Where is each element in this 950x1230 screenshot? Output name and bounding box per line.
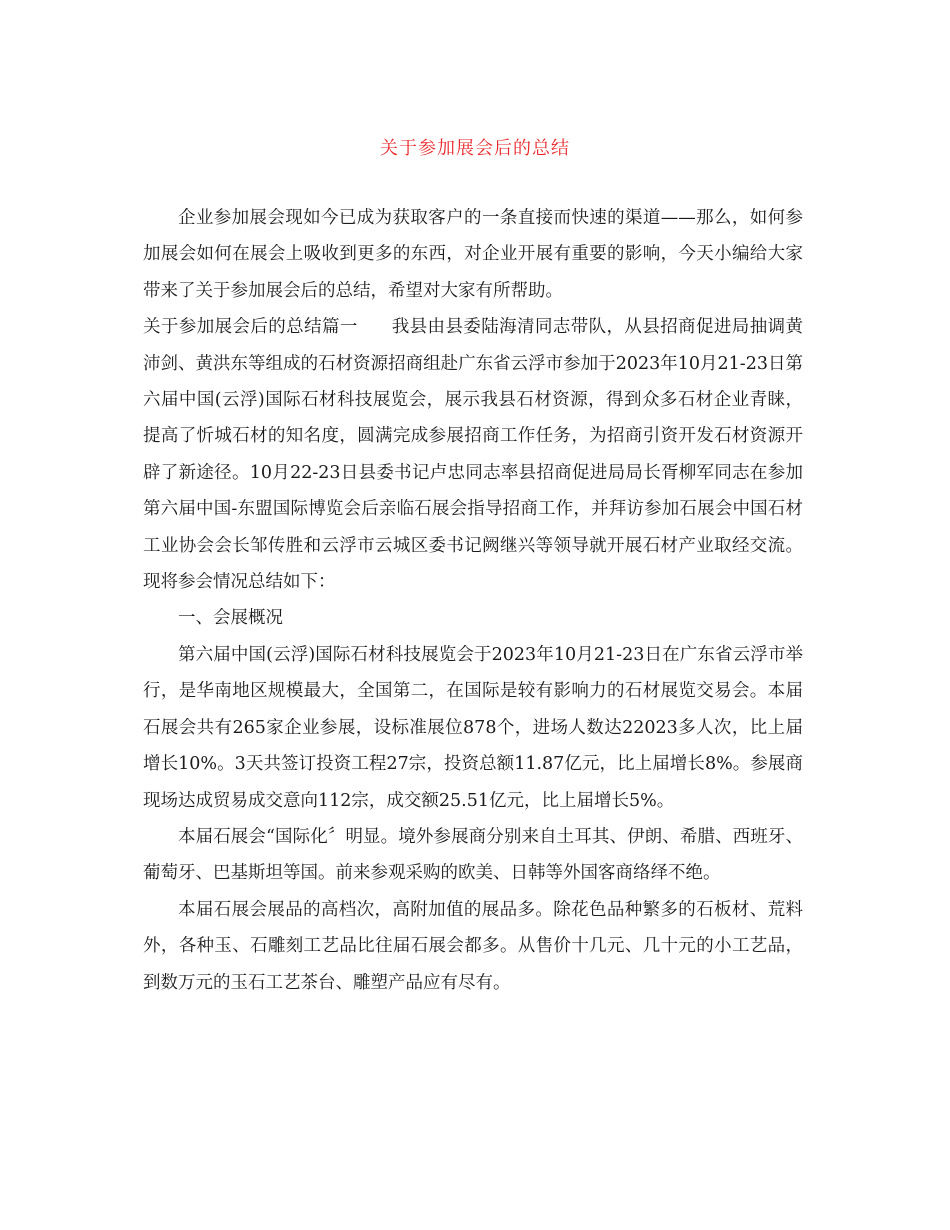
overview-paragraph: 第六届中国(云浮)国际石材科技展览会于2023年10月21-23日在广东省云浮市举行，是华南地区规模最大，全国第二，在国际是较有影响力的石材展览交易会。本届石展会共有265家企业参展，设标准展位878个，进场人数达22023多人次，比上届增长10%。3天共签订投资工程27宗，投资总额11.87亿元，比上届增长8%。参展商现场达成贸易成交意向112宗，成交额25.51亿元，比上届增长5%。 (143, 644, 803, 811)
exhibits-paragraph: 本届石展会展品的高档次，高附加值的展品多。除花色品种繁多的石板材、荒料外，各种玉、石雕刻工艺品比往届石展会都多。从售价十几元、几十元的小工艺品，到数万元的玉石工艺茶台、雕塑产品应有尽有。 (143, 899, 803, 993)
section-paragraph (143, 309, 803, 600)
document-body (143, 200, 803, 1001)
section-label: 关于参加展会后的总结篇一 (143, 317, 358, 338)
document-title: 关于参加展会后的总结 (380, 138, 570, 159)
intro-paragraph: 企业参加展会现如今已成为获取客户的一条直接而快速的渠道——那么，如何参加展会如何在展会上吸收到更多的东西，对企业开展有重要的影响，今天小编给大家带来了关于参加展会后的总结，希望对大家有所帮助。 (143, 208, 803, 301)
section-text: 我县由县委陆海清同志带队，从县招商促进局抽调黄沛剑、黄洪东等组成的石材资源招商组赴广东省云浮市参加于2023年10月21-23日第六届中国(云浮)国际石材科技展览会，展示我县石材资源，得到众多石材企业青睐，提高了忻城石材的知名度，圆满完成参展招商工作任务，为招商引资开发石材资源开辟了新途径。10月22-23日县委书记卢忠同志率县招商促进局局长胥柳军同志在参加第六届中国-东盟国际博览会后亲临石展会指导招商工作，并拜访参加石展会中国石材工业协会会长邹传胜和云浮市云城区委书记阙继兴等领导就开展石材产业取经交流。现将参会情况总结如下： (143, 317, 803, 593)
internationalization-paragraph: 本届石展会“国际化〞明显。境外参展商分别来自土耳其、伊朗、希腊、西班牙、葡萄牙、巴基斯坦等国。前来参观采购的欧美、日韩等外国客商络绎不绝。 (143, 826, 803, 884)
heading-overview: 一、会展概况 (178, 608, 283, 629)
